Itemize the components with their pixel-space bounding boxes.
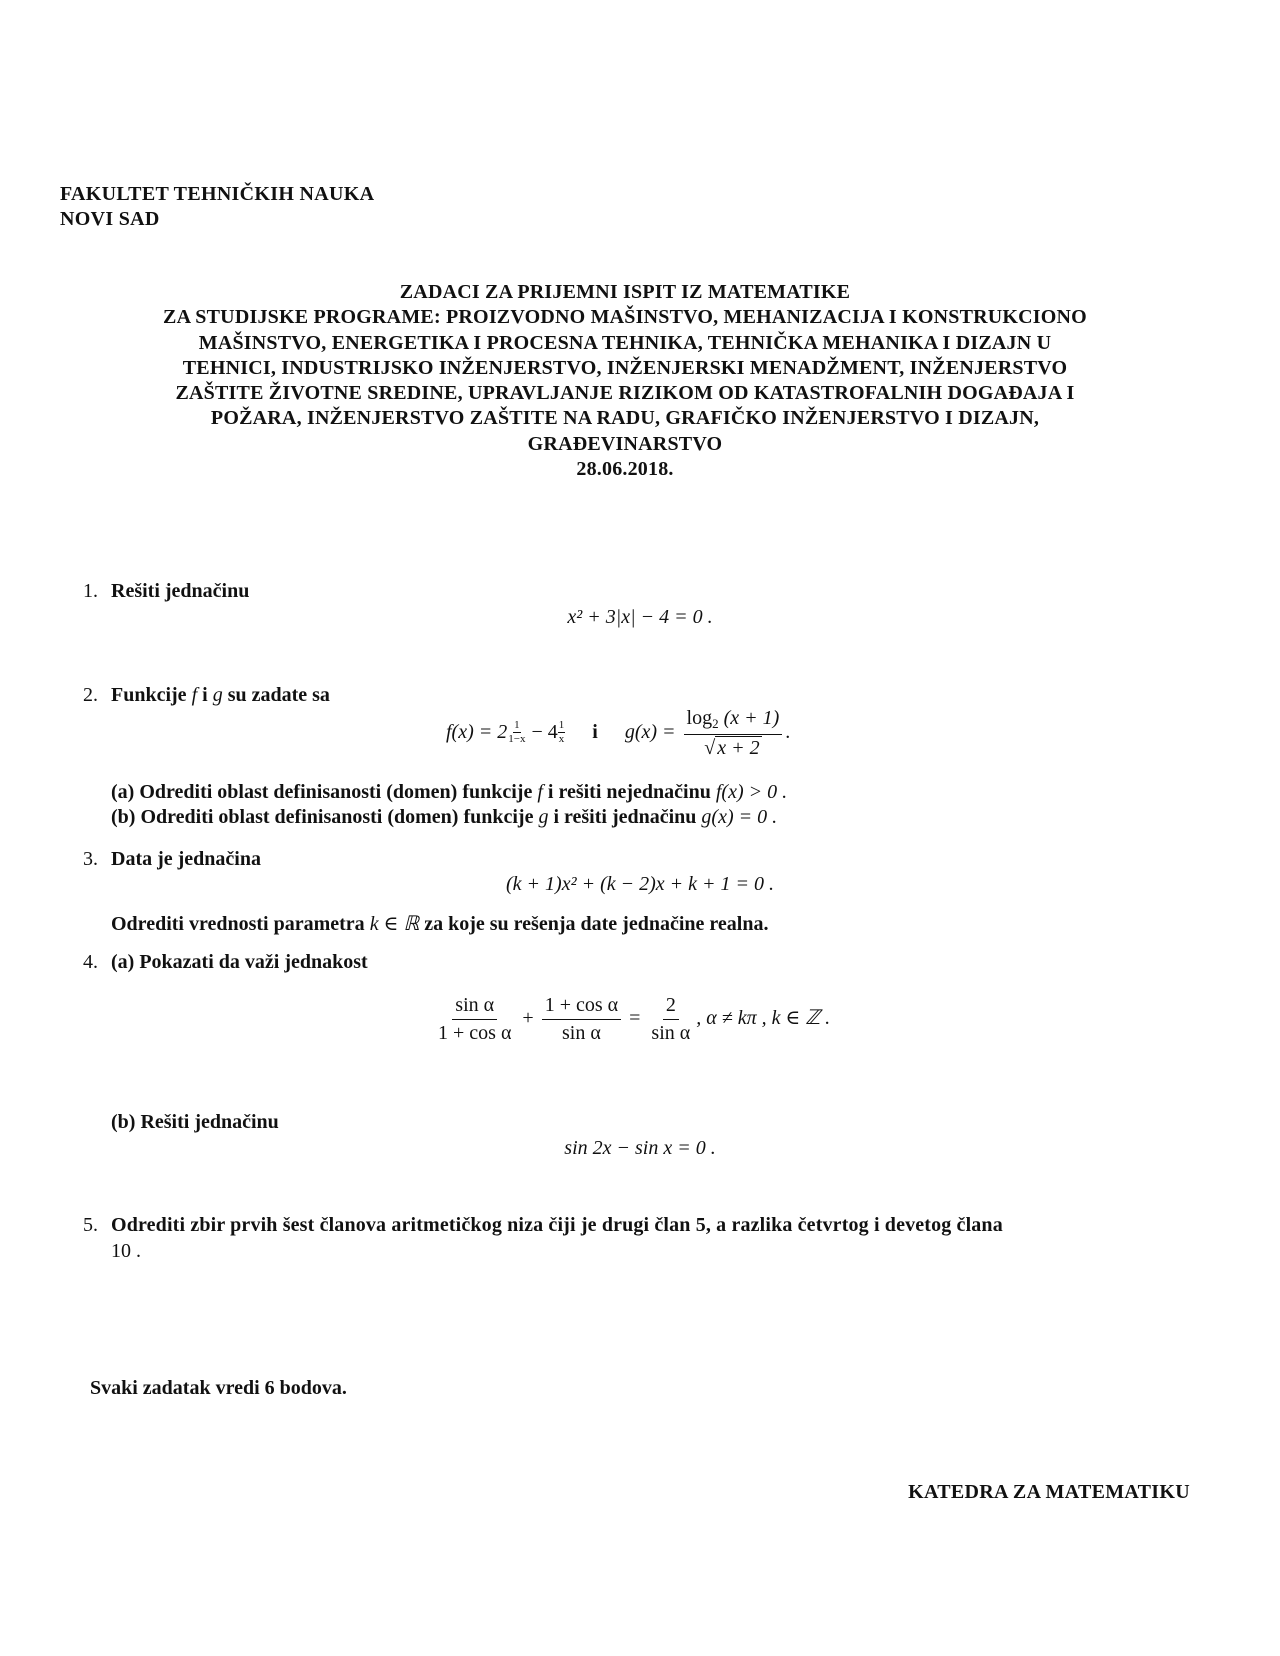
title-line: TEHNICI, INDUSTRIJSKO INŽENJERSTVO, INŽENJERSKI MENADŽMENT, INŽENJERSTVO <box>182 356 1068 379</box>
title-line: ZA STUDIJSKE PROGRAME: PROIZVODNO MAŠINSTVO, MEHANIZACIJA I KONSTRUKCIONO <box>163 306 1087 329</box>
fn: f <box>537 781 543 803</box>
text: Odrediti vrednosti parametra <box>111 913 365 935</box>
num: 1 + cos α <box>542 994 621 1020</box>
title-line: GRAĐEVINARSTVO <box>527 432 723 455</box>
fraction-3 <box>648 994 693 1045</box>
condition: , α ≠ kπ , k ∈ ℤ . <box>696 1007 831 1030</box>
fn-f: f <box>191 684 198 706</box>
g-fraction <box>684 707 783 760</box>
points-note: Svaki zadatak vredi 6 bodova. <box>90 1377 347 1399</box>
problem-3-followup <box>111 911 768 936</box>
g-numerator <box>684 707 783 735</box>
faculty-name: FAKULTET TEHNIČKIH NAUKA <box>60 183 375 205</box>
exp-num: 1 <box>514 719 520 732</box>
problem-text: Odrediti zbir prvih šest članova aritmetičkog niza čiji je drugi član 5, a razlika četvrtog i devetog člana <box>111 1214 1003 1236</box>
param: k ∈ ℝ <box>369 913 420 935</box>
log-base: 2 <box>712 716 719 731</box>
problem-text: Rešiti jednačinu <box>111 580 250 602</box>
title-line: POŽARA, INŽENJERSTVO ZAŠTITE NA RADU, GRAFIČKO INŽENJERSTVO I DIZAJN, <box>210 407 1040 430</box>
equals: = <box>629 1007 641 1030</box>
g-lhs: g(x) = <box>624 721 676 744</box>
problem-number: 1. <box>83 580 98 602</box>
problem-5-cont: 10 . <box>111 1240 141 1262</box>
problem-2 <box>83 684 330 707</box>
f-exponent-2 <box>558 720 566 745</box>
minus-four: − 4 <box>526 721 558 744</box>
fn: g <box>538 806 549 828</box>
exp-den: 1−x <box>508 733 526 746</box>
part-label: (a) <box>111 781 135 803</box>
g-denominator: √ x + 2 <box>704 736 760 759</box>
equation-3 <box>0 873 1280 896</box>
log-arg: (x + 1) <box>718 707 780 729</box>
exp-den: x <box>558 733 565 746</box>
city-name: NOVI SAD <box>60 208 160 230</box>
part-text: Pokazati da važi jednakost <box>139 951 368 973</box>
part-text: Odrediti oblast definisanosti (domen) funkcije <box>140 806 534 828</box>
part-label: (b) <box>111 806 136 828</box>
problem-3 <box>83 848 261 871</box>
period: . <box>785 721 791 744</box>
part-text: i rešiti nejednačinu <box>547 781 711 803</box>
equation-3-text: (k + 1)x² + (k − 2)x + k + 1 = 0 . <box>506 873 774 895</box>
part-text: i rešiti jednačinu <box>553 806 697 828</box>
fraction-1 <box>435 994 514 1045</box>
part-text: Rešiti jednačinu <box>140 1111 279 1133</box>
problem-number: 3. <box>83 848 98 870</box>
problem-number: 2. <box>83 684 98 706</box>
title-line: ZADACI ZA PRIJEMNI ISPIT IZ MATEMATIKE <box>399 281 851 303</box>
equation-4b-text: sin 2x − sin x = 0 . <box>564 1137 716 1159</box>
plus: + <box>522 1007 534 1030</box>
equation: g(x) = 0 . <box>701 806 778 828</box>
problem-text: Funkcije <box>111 684 187 706</box>
equation-4a <box>432 994 830 1045</box>
problem-5 <box>83 1214 1003 1237</box>
equation-2 <box>446 707 790 760</box>
part-text: Odrediti oblast definisanosti (domen) funkcije <box>139 781 533 803</box>
inequality: f(x) > 0 . <box>715 781 788 803</box>
text: za koje su rešenja date jednačine realna. <box>424 913 769 935</box>
exam-date: 28.06.2018. <box>576 458 674 481</box>
equation-4b <box>0 1137 1280 1160</box>
problem-1 <box>83 580 249 603</box>
fn-g: g <box>212 684 223 706</box>
equation-1 <box>0 606 1280 629</box>
title-line: MAŠINSTVO, ENERGETIKA I PROCESNA TEHNIKA, TEHNIČKA MEHANIKA I DIZAJN U <box>198 331 1052 354</box>
exp-num: 1 <box>558 719 565 732</box>
problem-text: su zadate sa <box>227 684 330 706</box>
problem-2a <box>111 781 787 804</box>
log: log <box>686 707 713 729</box>
den: sin α <box>651 1022 691 1044</box>
problem-number: 5. <box>83 1214 98 1236</box>
fraction-2 <box>542 994 621 1045</box>
problem-2b <box>111 806 777 829</box>
den: 1 + cos α <box>438 1022 512 1044</box>
part-label: (a) <box>111 951 135 973</box>
title-line: ZAŠTITE ŽIVOTNE SREDINE, UPRAVLJANJE RIZIKOM OD KATASTROFALNIH DOGAĐAJA I <box>175 382 1075 405</box>
f-exponent <box>507 720 526 745</box>
problem-text: Data je jednačina <box>111 848 261 870</box>
problem-number: 4. <box>83 951 98 973</box>
problem-4 <box>83 951 368 974</box>
den: sin α <box>562 1022 601 1044</box>
part-label: (b) <box>111 1111 136 1133</box>
num: 2 <box>663 994 679 1020</box>
num: sin α <box>452 994 497 1020</box>
problem-4b <box>111 1111 279 1134</box>
equation-1-text: x² + 3|x| − 4 = 0 . <box>567 606 713 628</box>
department-signature: KATEDRA ZA MATEMATIKU <box>908 1481 1190 1503</box>
sqrt-arg: x + 2 <box>717 736 760 759</box>
conj: i <box>202 684 208 706</box>
exam-title-block <box>60 280 1190 482</box>
conj: i <box>592 721 598 744</box>
f-lhs: f(x) = 2 <box>446 721 508 744</box>
